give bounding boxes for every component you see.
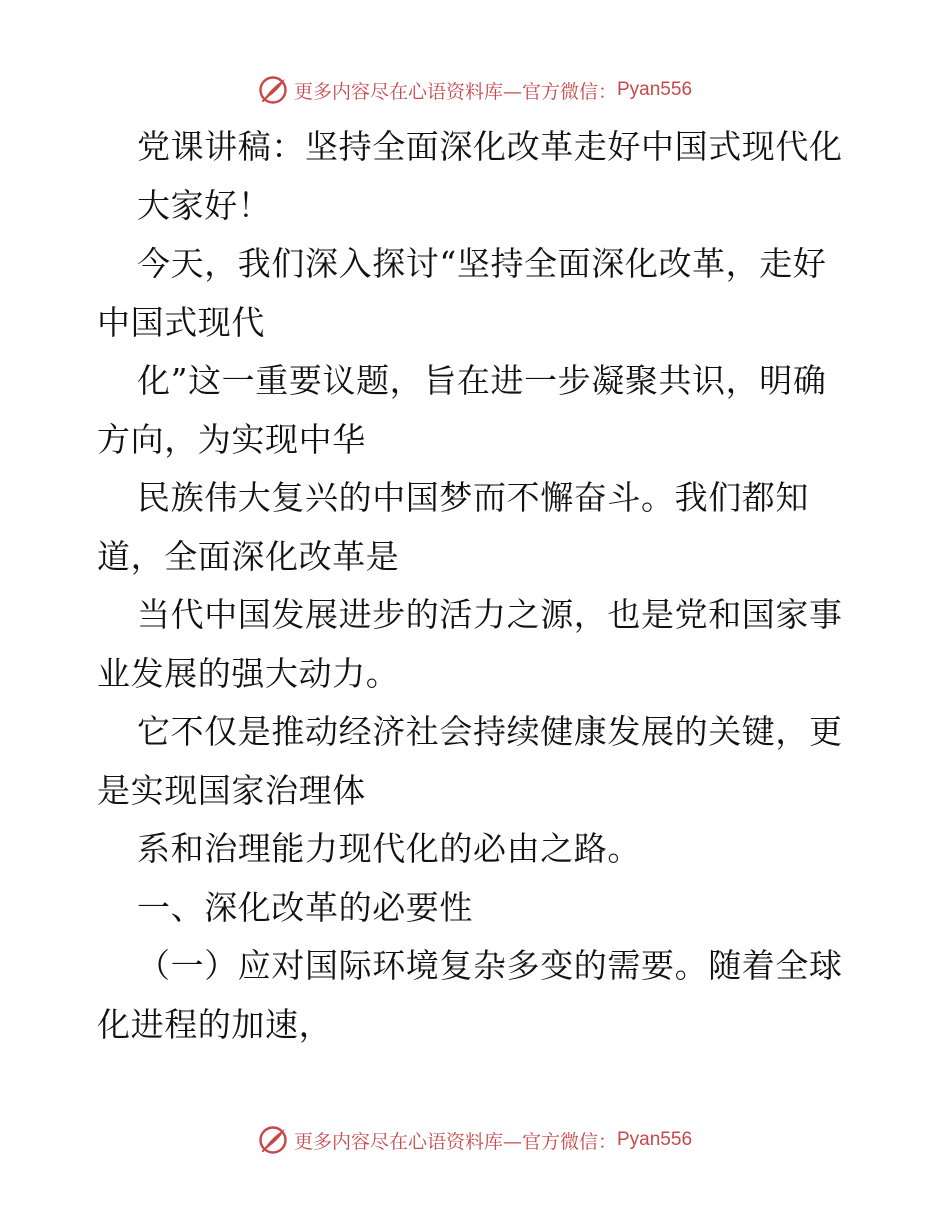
text-line: （一）应对国际环境复杂多变的需要。随着全球 [137, 946, 843, 985]
text-line: 道，全面深化改革是 [97, 536, 400, 576]
text-line: 系和治理能力现代化的必由之路。 [137, 829, 641, 868]
text-line: 它不仅是推动经济社会持续健康发展的关键，更 [137, 712, 843, 751]
feather-quill-logo-icon [258, 1125, 288, 1155]
text-line: 民族伟大复兴的中国梦而不懈奋斗。我们都知 [137, 478, 809, 517]
text-line: 今天，我们深入探讨“坚持全面深化改革，走好 [137, 244, 827, 283]
footer-banner-text: 更多内容尽在心语资料库—官方微信： [293, 1130, 617, 1153]
footer-banner-handle: Pyan556 [617, 1129, 693, 1150]
feather-quill-logo-icon [258, 75, 288, 105]
header-banner [0, 70, 950, 110]
header-banner-handle: Pyan556 [617, 79, 693, 100]
document-body [97, 118, 857, 1054]
text-line: 大家好！ [137, 185, 272, 225]
text-line: 业发展的强大动力。 [97, 653, 400, 693]
text-line: 方向，为实现中华 [97, 419, 366, 459]
text-line: 党课讲稿：坚持全面深化改革走好中国式现代化 [137, 127, 843, 166]
text-line: 当代中国发展进步的活力之源，也是党和国家事 [137, 595, 843, 634]
text-line: 中国式现代 [97, 302, 265, 342]
text-line: 是实现国家治理体 [97, 770, 366, 810]
text-line: 化”这一重要议题，旨在进一步凝聚共识，明确 [137, 361, 827, 400]
text-line: 一、深化改革的必要性 [137, 887, 473, 927]
text-line: 化进程的加速， [97, 1004, 333, 1044]
footer-banner [0, 1120, 950, 1160]
header-banner-text: 更多内容尽在心语资料库—官方微信： [293, 80, 617, 103]
